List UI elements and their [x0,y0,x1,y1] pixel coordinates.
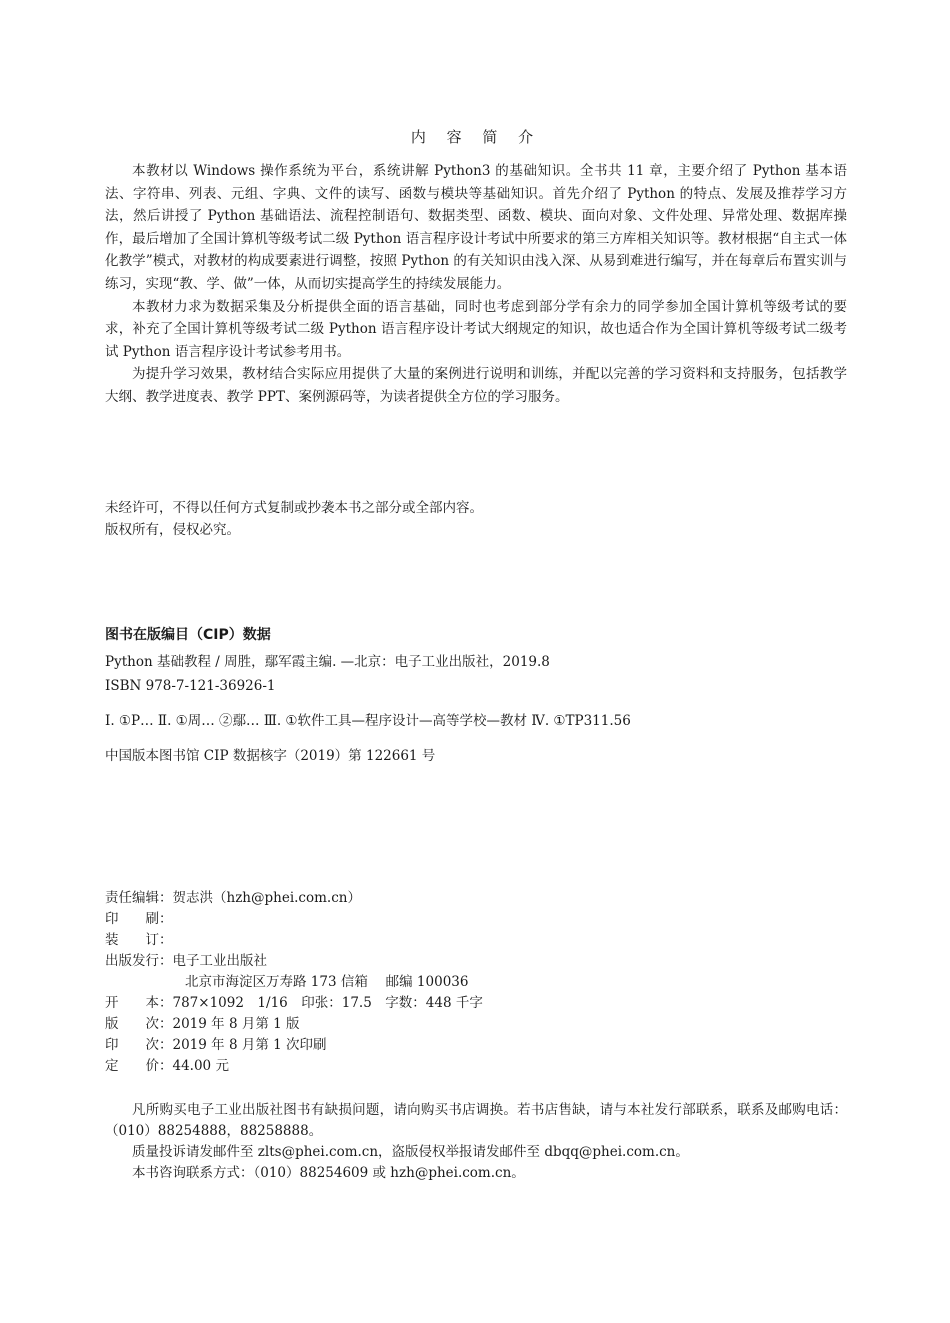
print-label: 印 刷： [105,911,173,927]
editor-value: 贺志洪（hzh@phei.com.cn） [172,890,361,906]
printing-label: 印 次： [105,1037,173,1053]
address-row [105,972,847,993]
editor-row [105,888,847,909]
cip-heading: 图书在版编目（CIP）数据 [105,627,271,643]
binding-label: 装 订： [105,932,173,948]
copyright-line: 版权所有，侵权必究。 [105,522,240,538]
format-value: 787×1092 1/16 印张：17.5 字数：448 千字 [172,995,483,1011]
format-row [105,993,847,1014]
publisher-value: 电子工业出版社 [172,953,267,969]
price-value: 44.00 元 [172,1058,229,1074]
edition-row [105,1014,847,1035]
summary-paragraph: 为提升学习效果，教材结合实际应用提供了大量的案例进行说明和训练，并配以完善的学习资料和支持服务，包括教学大纲、教学进度表、教学 PPT、案例源码等，为读者提供全方位的学习服务。 [105,366,847,405]
price-row [105,1056,847,1077]
editor-label: 责任编辑： [105,890,173,906]
print-row [105,909,847,930]
edition-value: 2019 年 8 月第 1 版 [172,1016,300,1032]
copyright-notice [105,497,847,541]
publisher-address: 北京市海淀区万寿路 173 信箱 邮编 100036 [185,974,469,990]
summary-paragraph: 本教材以 Windows 操作系统为平台，系统讲解 Python3 的基础知识。全书共 11 章，主要介绍了 Python 基本语法、字符串、列表、元组、字典、文件的读写、函数与模块等基础知识。首先介绍了 Python 的特点、发展及推荐学习方法，然后讲授了 Python 基础语法、流程控制语句、数据类型、函数、模块、面向对象、文件处理、异常处理、数据库操作，最后增加了全国计算机等级考试二级 Python 语言程序设计考试中所要求的第三方库相关知识等。教材根据“自主式一体化教学”模式，对教材的构成要素进行调整，按照 Python 的有关知识由浅入深、从易到难进行编写，并在每章后布置实训与练习，实现“教、学、做”一体，从而切实提高学生的持续发展能力。 [105,163,847,292]
publication-info [105,888,847,1077]
price-label: 定 价： [105,1058,173,1074]
note-paragraph: 凡所购买电子工业出版社图书有缺损问题，请向购买书店调换。若书店售缺，请与本社发行部联系，联系及邮购电话：（010）88254888，88258888。 [105,1102,847,1139]
cip-record-number: 中国版本图书馆 CIP 数据核字（2019）第 122661 号 [105,748,436,764]
edition-label: 版 次： [105,1016,173,1032]
content-summary [105,160,847,409]
page-title: 内 容 简 介 [410,128,542,146]
summary-paragraph: 本教材力求为数据采集及分析提供全面的语言基础，同时也考虑到部分学有余力的同学参加全国计算机等级考试的要求，补充了全国计算机等级考试二级 Python 语言程序设计考试大纲规定的知识，故也适合作为全国计算机等级考试二级考试 Python 语言程序设计考试参考用书。 [105,298,847,360]
publisher-label: 出版发行： [105,953,173,969]
copyright-line: 未经许可，不得以任何方式复制或抄袭本书之部分或全部内容。 [105,500,483,516]
note-paragraph: 质量投诉请发邮件至 zlts@phei.com.cn，盗版侵权举报请发邮件至 dbqq@phei.com.cn。 [132,1144,689,1160]
printing-value: 2019 年 8 月第 1 次印刷 [172,1037,327,1053]
binding-row [105,930,847,951]
cip-isbn: ISBN 978-7-121-36926-1 [105,678,276,694]
cip-classification: Ⅰ. ①P… Ⅱ. ①周… ②鄢… Ⅲ. ①软件工具—程序设计—高等学校—教材 Ⅳ. ①TP311.56 [105,713,631,729]
format-label: 开 本： [105,995,173,1011]
contact-notes [105,1100,847,1184]
publisher-row [105,951,847,972]
printing-row [105,1035,847,1056]
note-paragraph: 本书咨询联系方式：（010）88254609 或 hzh@phei.com.cn。 [132,1165,525,1181]
cip-book-info: Python 基础教程 / 周胜，鄢军霞主编. —北京：电子工业出版社，2019.8 [105,654,550,670]
